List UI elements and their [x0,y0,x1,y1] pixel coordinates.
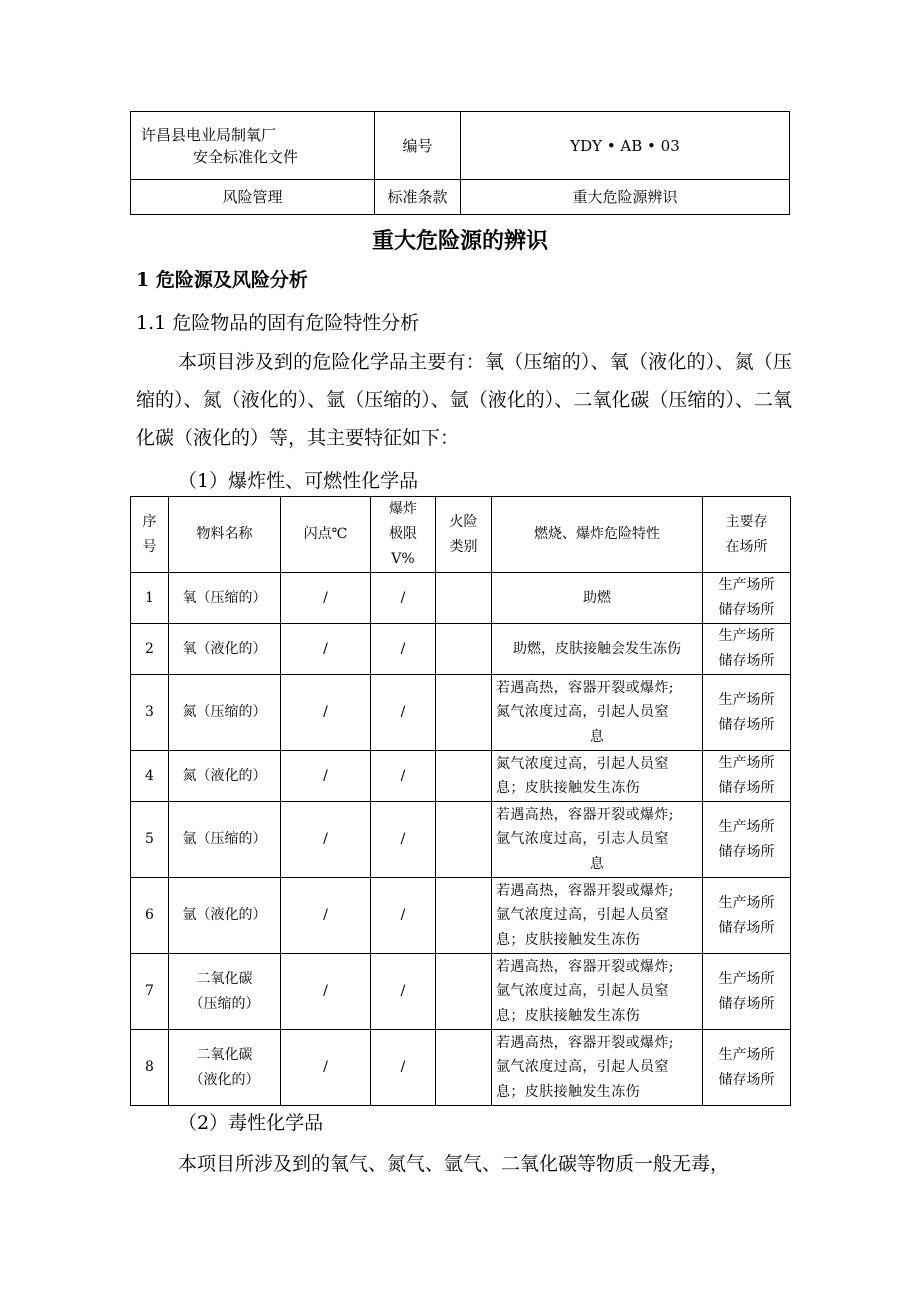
col-location: 主要存 在场所 [703,497,791,573]
row-limit: / [371,751,436,802]
subsection-heading: 1.1 危险物品的固有危险特性分析 [136,312,420,334]
row-fire [436,954,492,1030]
row-flash: / [281,802,371,878]
row-location: 生产场所 储存场所 [703,802,791,878]
row-location: 生产场所 储存场所 [703,573,791,624]
clause-value: 重大危险源辨识 [461,180,790,215]
code-value: YDY • AB • 03 [461,112,790,180]
row-location: 生产场所 储存场所 [703,1030,791,1106]
org-name-cell [131,112,375,180]
col-limit: 爆炸 极限 V% [371,497,436,573]
section-heading-toxic: （2）毒性化学品 [178,1112,324,1134]
row-name: 氩（压缩的） [169,802,281,878]
row-flash: / [281,573,371,624]
table-row [131,878,791,954]
org-name: 许昌县电业局制氧厂 [141,125,277,144]
row-fire [436,624,492,675]
row-hazard: 助燃 [492,573,703,624]
row-hazard: 氮气浓度过高，引起人员窒 息；皮肤接触发生冻伤 [492,751,703,802]
row-hazard: 若遇高热，容器开裂或爆炸; 氩气浓度过高，引起人员窒 息；皮肤接触发生冻伤 [492,878,703,954]
row-flash: / [281,675,371,751]
row-no: 1 [131,573,169,624]
row-limit: / [371,1030,436,1106]
row-name: 二氧化碳 （液化的） [169,1030,281,1106]
row-location: 生产场所 储存场所 [703,954,791,1030]
row-flash: / [281,954,371,1030]
row-name: 氧（液化的） [169,624,281,675]
row-no: 3 [131,675,169,751]
row-flash: / [281,624,371,675]
table-row [131,751,791,802]
row-location: 生产场所 储存场所 [703,624,791,675]
row-no: 5 [131,802,169,878]
row-location: 生产场所 储存场所 [703,878,791,954]
row-fire [436,675,492,751]
row-name: 氧（压缩的） [169,573,281,624]
row-fire [436,878,492,954]
row-flash: / [281,878,371,954]
row-no: 8 [131,1030,169,1106]
row-limit: / [371,878,436,954]
row-hazard: 若遇高热，容器开裂或爆炸; 氮气浓度过高，引起人员窒 息 [492,675,703,751]
row-limit: / [371,573,436,624]
row-fire [436,573,492,624]
row-limit: / [371,624,436,675]
row-fire [436,751,492,802]
col-seq: 序 号 [131,497,169,573]
row-hazard: 助燃，皮肤接触会发生冻伤 [492,624,703,675]
col-hazard: 燃烧、爆炸危险特性 [492,497,703,573]
clause-label: 标准条款 [375,180,461,215]
row-no: 2 [131,624,169,675]
row-hazard: 若遇高热，容器开裂或爆炸; 氩气浓度过高，引志人员窒 息 [492,802,703,878]
hazard-table [130,496,791,1106]
row-limit: / [371,675,436,751]
row-limit: / [371,802,436,878]
row-location: 生产场所 储存场所 [703,675,791,751]
row-flash: / [281,1030,371,1106]
table-row [131,1030,791,1106]
intro-paragraph: 本项目涉及到的危险化学品主要有：氧（压缩的）、氧（液化的）、氮（压缩的）、氮（液化的）、氩（压缩的）、氩（液化的）、二氧化碳（压缩的）、二氧化碳（液化的）等，其主要特征如下： [136,351,792,449]
toxic-paragraph: 本项目所涉及到的氧气、氮气、氩气、二氧化碳等物质一般无毒， [178,1153,730,1175]
row-flash: / [281,751,371,802]
table-row [131,624,791,675]
row-fire [436,802,492,878]
row-name: 氮（压缩的） [169,675,281,751]
code-label: 编号 [375,112,461,180]
table-row [131,675,791,751]
document-header-table [130,111,790,215]
table-row [131,573,791,624]
row-no: 7 [131,954,169,1030]
table-row [131,954,791,1030]
section-heading: 1 危险源及风险分析 [136,269,308,291]
category-cell: 风险管理 [131,180,375,215]
table-caption: （1）爆炸性、可燃性化学品 [178,470,419,492]
row-name: 氮（液化的） [169,751,281,802]
row-name: 二氧化碳 （压缩的） [169,954,281,1030]
table-row [131,802,791,878]
document-title: 重大危险源的辨识 [371,228,548,254]
row-no: 6 [131,878,169,954]
row-limit: / [371,954,436,1030]
doc-type: 安全标准化文件 [193,147,299,166]
row-fire [436,1030,492,1106]
row-hazard: 若遇高热，容器开裂或爆炸; 氩气浓度过高，引起人员窒 息；皮肤接触发生冻伤 [492,954,703,1030]
row-name: 氩（液化的） [169,878,281,954]
col-name: 物料名称 [169,497,281,573]
row-location: 生产场所 储存场所 [703,751,791,802]
row-no: 4 [131,751,169,802]
col-fire: 火险 类别 [436,497,492,573]
table-header-row [131,497,791,573]
row-hazard: 若遇高热，容器开裂或爆炸; 氩气浓度过高，引起人员窒 息；皮肤接触发生冻伤 [492,1030,703,1106]
col-flash: 闪点℃ [281,497,371,573]
